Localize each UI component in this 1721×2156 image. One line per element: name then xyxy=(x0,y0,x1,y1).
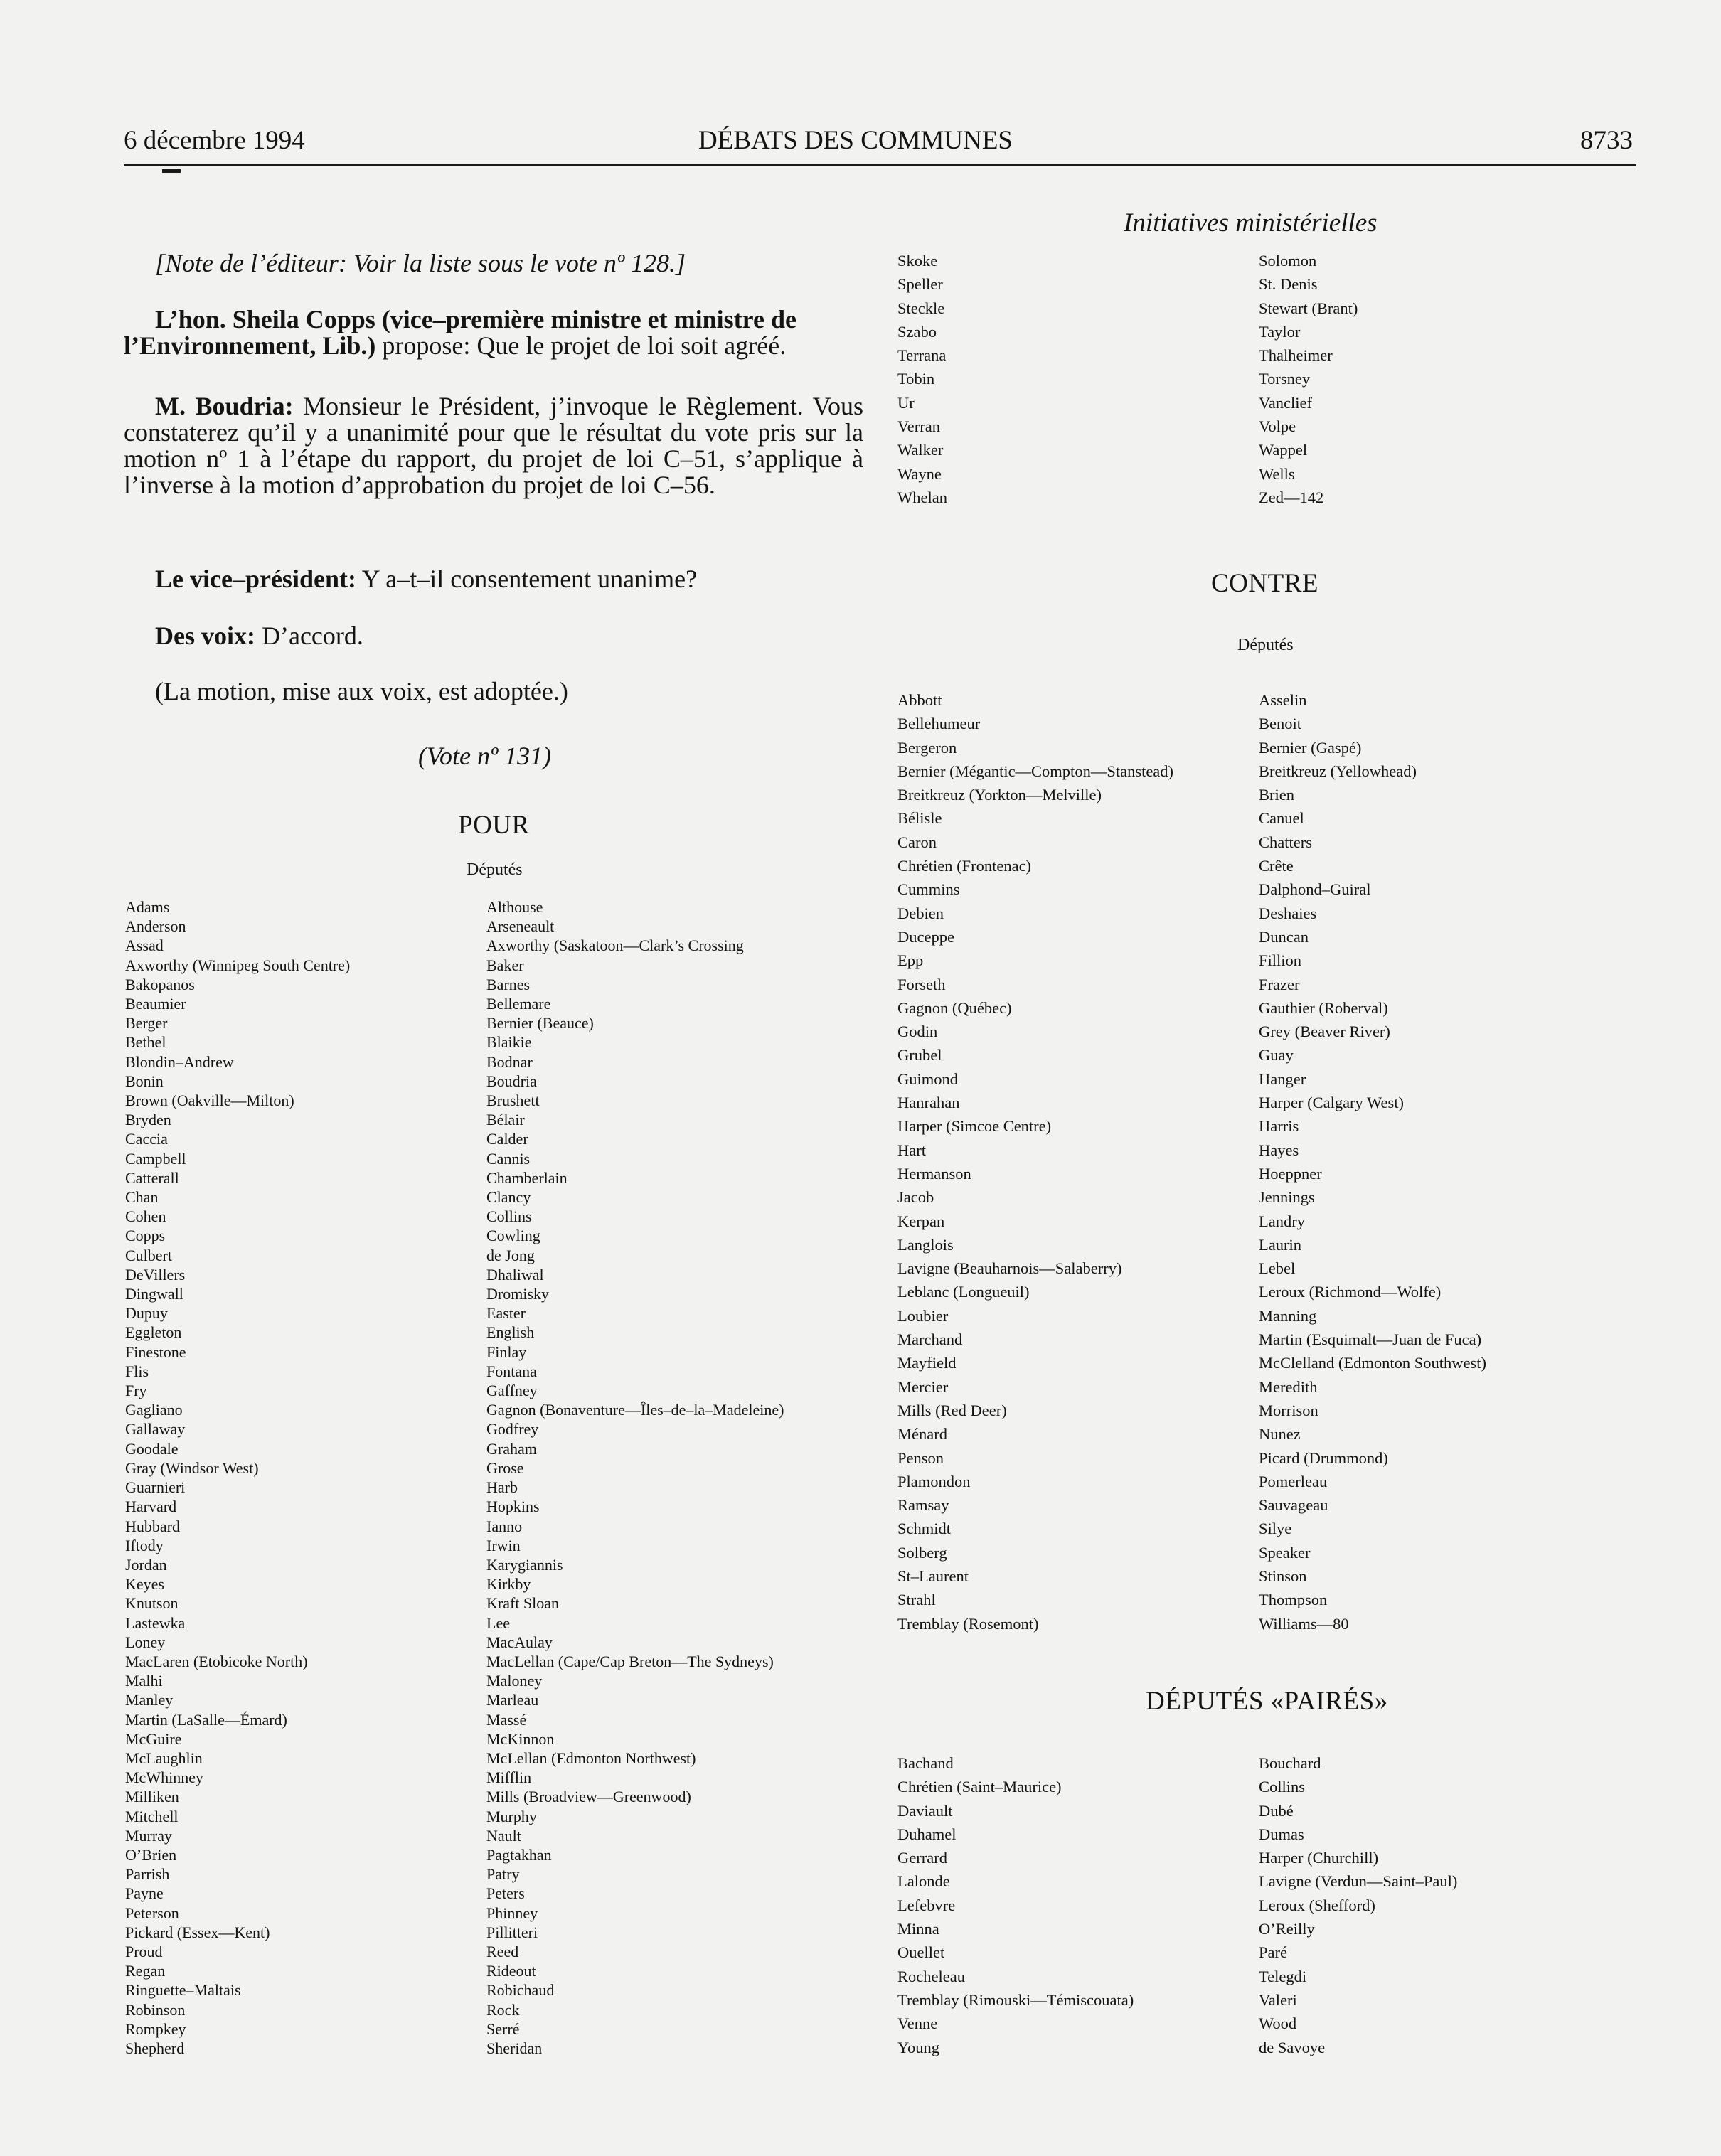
paragraph-des-voix xyxy=(155,623,363,649)
paired-member-name: Collins xyxy=(1259,1778,1306,1796)
pour-continued-col2 xyxy=(1259,249,1358,509)
paires-list-col2 xyxy=(1259,1751,1457,2059)
pour-member-name: Parrish xyxy=(125,1865,170,1884)
contre-member-name: Morrison xyxy=(1259,1401,1318,1419)
pour-member-name: Skoke xyxy=(897,252,938,270)
paires-list-col1 xyxy=(897,1751,1134,2059)
contre-member-name: Caron xyxy=(897,833,937,851)
header-title: DÉBATS DES COMMUNES xyxy=(698,126,1013,155)
speaker-copps: L’hon. Sheila Copps (vice–première ministre et ministre de l’Environnement, Lib.) xyxy=(124,305,796,360)
pour-member-name: Stewart (Brant) xyxy=(1259,299,1358,317)
contre-member-name: St–Laurent xyxy=(897,1567,969,1585)
contre-member-name: Hanger xyxy=(1259,1069,1306,1088)
contre-member-name: Dalphond–Guiral xyxy=(1259,880,1371,899)
contre-member-name: Jennings xyxy=(1259,1188,1315,1207)
pour-member-name: Mitchell xyxy=(125,1807,179,1825)
contre-member-name: Chatters xyxy=(1259,833,1312,851)
pour-member-name: Berger xyxy=(125,1014,168,1032)
contre-member-name: Harper (Simcoe Centre) xyxy=(897,1117,1052,1136)
pour-member-name: Beaumier xyxy=(125,995,186,1013)
contre-member-name: Silye xyxy=(1259,1520,1292,1538)
pour-member-name: Murray xyxy=(125,1826,172,1845)
pour-member-name: Zed—142 xyxy=(1259,488,1324,506)
contre-member-name: Mills (Red Deer) xyxy=(897,1401,1007,1419)
pour-member-name: Harb xyxy=(486,1478,518,1497)
contre-member-name: Ménard xyxy=(897,1425,947,1443)
pour-heading: POUR xyxy=(458,811,530,840)
contre-member-name: Gagnon (Québec) xyxy=(897,998,1012,1017)
contre-list-col2 xyxy=(1259,688,1486,1635)
pour-member-name: Bakopanos xyxy=(125,975,195,993)
pour-member-name: O’Brien xyxy=(125,1845,177,1864)
paired-member-name: Venne xyxy=(897,2014,938,2033)
pour-member-name: Campbell xyxy=(125,1149,186,1168)
pour-member-name: Caccia xyxy=(125,1130,168,1148)
pour-member-name: Godfrey xyxy=(486,1420,539,1439)
pour-member-name: Dhaliwal xyxy=(486,1265,544,1284)
pour-member-name: Phinney xyxy=(486,1904,538,1922)
contre-member-name: Grey (Beaver River) xyxy=(1259,1023,1390,1041)
pour-member-name: Robinson xyxy=(125,2000,186,2019)
pour-member-name: Gagliano xyxy=(125,1401,183,1419)
pour-member-name: Bernier (Beauce) xyxy=(486,1014,594,1032)
paired-member-name: Lavigne (Verdun—Saint–Paul) xyxy=(1259,1872,1458,1891)
header-page-number: 8733 xyxy=(1580,126,1633,155)
contre-member-name: Duceppe xyxy=(897,927,954,946)
pour-member-name: Blaikie xyxy=(486,1033,532,1052)
pour-member-name: Althouse xyxy=(486,898,543,916)
contre-member-name: Benoit xyxy=(1259,715,1301,733)
pour-member-name: Kirkby xyxy=(486,1575,531,1594)
pour-member-name: Kraft Sloan xyxy=(486,1594,560,1613)
pour-member-name: MacAulay xyxy=(486,1633,553,1651)
pour-member-name: English xyxy=(486,1323,535,1342)
pour-member-name: Bélair xyxy=(486,1111,525,1129)
pour-member-name: Proud xyxy=(125,1942,163,1960)
pour-member-name: Barnes xyxy=(486,975,531,993)
pour-member-name: Bellemare xyxy=(486,995,551,1013)
header-mark xyxy=(162,169,181,173)
pour-member-name: Speller xyxy=(897,275,943,294)
pour-member-name: Copps xyxy=(125,1227,166,1245)
paragraph-boudria xyxy=(124,393,863,498)
contre-member-name: Lavigne (Beauharnois—Salaberry) xyxy=(897,1259,1122,1278)
paired-member-name: Gerrard xyxy=(897,1849,947,1867)
pour-member-name: Catterall xyxy=(125,1168,179,1187)
text-copps: propose: Que le projet de loi soit agréé. xyxy=(375,331,787,360)
pour-member-name: Fry xyxy=(125,1382,147,1400)
contre-member-name: Mayfield xyxy=(897,1354,957,1372)
pour-member-name: Rompkey xyxy=(125,2019,186,2038)
pour-list-col2 xyxy=(486,897,784,2058)
pour-member-name: Bonin xyxy=(125,1072,164,1090)
contre-member-name: Manning xyxy=(1259,1306,1317,1325)
pour-member-name: MacLaren (Etobicoke North) xyxy=(125,1652,308,1670)
pour-member-name: Marleau xyxy=(486,1691,539,1709)
contre-member-name: Hoeppner xyxy=(1259,1164,1322,1183)
paragraph-vice-president xyxy=(155,566,697,592)
contre-member-name: Lebel xyxy=(1259,1259,1296,1278)
pour-member-name: McLellan (Edmonton Northwest) xyxy=(486,1749,696,1767)
paragraph-motion-adopted: (La motion, mise aux voix, est adoptée.) xyxy=(155,677,568,705)
pour-member-name: Szabo xyxy=(897,322,937,341)
contre-member-name: Brien xyxy=(1259,786,1294,804)
contre-member-name: Plamondon xyxy=(897,1472,971,1490)
paired-member-name: Valeri xyxy=(1259,1990,1297,2009)
pour-member-name: Peters xyxy=(486,1884,525,1903)
contre-subheading: Députés xyxy=(1237,636,1294,654)
pour-member-name: Bodnar xyxy=(486,1052,533,1071)
paired-member-name: Daviault xyxy=(897,1801,953,1820)
contre-member-name: Grubel xyxy=(897,1046,942,1064)
pour-member-name: Dupuy xyxy=(125,1304,168,1323)
pour-member-name: Lastewka xyxy=(125,1613,186,1632)
pour-member-name: Chamberlain xyxy=(486,1168,568,1187)
contre-member-name: Cummins xyxy=(897,880,960,899)
pour-member-name: Maloney xyxy=(486,1672,543,1690)
pour-member-name: Cohen xyxy=(125,1207,166,1226)
pour-member-name: Hopkins xyxy=(486,1498,540,1516)
paired-member-name: Ouellet xyxy=(897,1943,945,1962)
contre-member-name: Fillion xyxy=(1259,951,1302,970)
pour-member-name: Nault xyxy=(486,1826,521,1845)
paired-member-name: Dumas xyxy=(1259,1825,1304,1843)
contre-member-name: Solberg xyxy=(897,1543,947,1562)
pour-member-name: Knutson xyxy=(125,1594,179,1613)
pour-member-name: Fontana xyxy=(486,1362,537,1380)
paired-member-name: Wood xyxy=(1259,2014,1297,2033)
contre-member-name: Gauthier (Roberval) xyxy=(1259,998,1388,1017)
paired-member-name: Paré xyxy=(1259,1943,1287,1962)
pour-member-name: Mills (Broadview—Greenwood) xyxy=(486,1788,691,1806)
contre-member-name: Landry xyxy=(1259,1212,1305,1230)
pour-member-name: MacLellan (Cape/Cap Breton—The Sydneys) xyxy=(486,1652,774,1670)
pour-member-name: Verran xyxy=(897,417,940,436)
contre-member-name: Leroux (Richmond—Wolfe) xyxy=(1259,1283,1442,1301)
pour-member-name: Peterson xyxy=(125,1904,179,1922)
contre-member-name: Sauvageau xyxy=(1259,1496,1328,1515)
contre-member-name: Breitkreuz (Yorkton—Melville) xyxy=(897,786,1102,804)
pour-member-name: Harvard xyxy=(125,1498,177,1516)
pour-member-name: Thalheimer xyxy=(1259,346,1333,365)
pour-member-name: Arseneault xyxy=(486,917,555,936)
paired-member-name: Bachand xyxy=(897,1754,954,1772)
pour-member-name: Mifflin xyxy=(486,1768,532,1787)
header-date: 6 décembre 1994 xyxy=(124,126,305,155)
contre-member-name: Crête xyxy=(1259,857,1294,875)
contre-member-name: Hart xyxy=(897,1141,926,1159)
text-boudria: Monsieur le Président, j’invoque le Règlement. Vous constaterez qu’il y a unanimité pour que le résultat du vote pris sur la motion nº 1 à l’étape du rapport, du projet de loi C–51, s’applique à l’inverse à la motion d’approbation du projet de loi C–56. xyxy=(124,392,863,499)
text-vice-president: Y a–t–il consentement unanime? xyxy=(356,565,698,593)
pour-member-name: Karygiannis xyxy=(486,1555,563,1574)
pour-subheading: Députés xyxy=(467,860,523,879)
contre-member-name: Abbott xyxy=(897,691,942,709)
contre-member-name: Harris xyxy=(1259,1117,1299,1136)
contre-member-name: Harper (Calgary West) xyxy=(1259,1094,1404,1112)
contre-member-name: Kerpan xyxy=(897,1212,945,1230)
pour-member-name: Walker xyxy=(897,441,944,459)
pour-member-name: Wells xyxy=(1259,464,1295,483)
editor-note: [Note de l’éditeur: Voir la liste sous le vote nº 128.] xyxy=(155,249,686,277)
contre-member-name: Chrétien (Frontenac) xyxy=(897,857,1032,875)
contre-list-col1 xyxy=(897,688,1173,1635)
pour-member-name: Ianno xyxy=(486,1517,523,1535)
contre-member-name: Speaker xyxy=(1259,1543,1311,1562)
contre-member-name: Godin xyxy=(897,1023,938,1041)
pour-member-name: Hubbard xyxy=(125,1517,180,1535)
contre-member-name: Hanrahan xyxy=(897,1094,960,1112)
pour-member-name: Baker xyxy=(486,956,524,974)
pour-list-col1 xyxy=(125,897,350,2058)
pour-member-name: Volpe xyxy=(1259,417,1296,436)
pour-continued-col1 xyxy=(897,249,947,509)
pour-member-name: Calder xyxy=(486,1130,528,1148)
pour-member-name: Sheridan xyxy=(486,2039,543,2057)
pour-member-name: Finlay xyxy=(486,1343,527,1361)
pour-member-name: Gallaway xyxy=(125,1420,186,1439)
pour-member-name: Flis xyxy=(125,1362,149,1380)
contre-member-name: Epp xyxy=(897,951,924,970)
contre-member-name: Penson xyxy=(897,1448,944,1467)
paired-member-name: Telegdi xyxy=(1259,1967,1307,1985)
pour-member-name: Culbert xyxy=(125,1246,172,1264)
pour-member-name: Vanclief xyxy=(1259,393,1312,412)
pour-member-name: McLaughlin xyxy=(125,1749,203,1767)
contre-member-name: Strahl xyxy=(897,1591,936,1609)
contre-member-name: Marchand xyxy=(897,1330,963,1349)
paires-heading: DÉPUTÉS «PAIRÉS» xyxy=(1146,1687,1388,1716)
pour-member-name: McKinnon xyxy=(486,1729,555,1748)
contre-member-name: Mercier xyxy=(897,1377,949,1396)
pour-member-name: Patry xyxy=(486,1865,520,1884)
pour-member-name: Ringuette–Maltais xyxy=(125,1981,241,2000)
paired-member-name: Young xyxy=(897,2038,939,2056)
pour-member-name: Cowling xyxy=(486,1227,540,1245)
contre-member-name: Hermanson xyxy=(897,1164,971,1183)
pour-member-name: Brown (Oakville—Milton) xyxy=(125,1092,294,1110)
contre-member-name: Thompson xyxy=(1259,1591,1328,1609)
pour-member-name: Serré xyxy=(486,2019,520,2038)
section-label: Initiatives ministérielles xyxy=(1124,208,1378,238)
pour-member-name: Finestone xyxy=(125,1343,186,1361)
paired-member-name: Bouchard xyxy=(1259,1754,1321,1772)
pour-member-name: Manley xyxy=(125,1691,174,1709)
pour-member-name: Lee xyxy=(486,1613,510,1632)
pour-member-name: Terrana xyxy=(897,346,947,365)
pour-member-name: Wayne xyxy=(897,464,942,483)
pour-member-name: Torsney xyxy=(1259,370,1311,388)
pour-member-name: Pagtakhan xyxy=(486,1845,552,1864)
paired-member-name: Lalonde xyxy=(897,1872,950,1891)
contre-member-name: Hayes xyxy=(1259,1141,1299,1159)
contre-member-name: Bergeron xyxy=(897,738,957,757)
pour-member-name: Jordan xyxy=(125,1555,167,1574)
contre-member-name: Deshaies xyxy=(1259,904,1317,922)
contre-member-name: Frazer xyxy=(1259,975,1300,993)
pour-member-name: Grose xyxy=(486,1458,524,1477)
pour-member-name: Axworthy (Winnipeg South Centre) xyxy=(125,956,351,974)
pour-member-name: Pillitteri xyxy=(486,1923,538,1941)
pour-member-name: Chan xyxy=(125,1188,159,1207)
pour-member-name: Solomon xyxy=(1259,252,1317,270)
contre-member-name: Guimond xyxy=(897,1069,959,1088)
text-des-voix: D’accord. xyxy=(255,621,363,650)
contre-member-name: Breitkreuz (Yellowhead) xyxy=(1259,762,1417,780)
paired-member-name: Lefebvre xyxy=(897,1896,956,1914)
contre-member-name: Duncan xyxy=(1259,927,1309,946)
contre-member-name: Ramsay xyxy=(897,1496,949,1515)
pour-member-name: Goodale xyxy=(125,1439,179,1458)
paired-member-name: Dubé xyxy=(1259,1801,1294,1820)
contre-member-name: Bernier (Gaspé) xyxy=(1259,738,1362,757)
pour-member-name: Loney xyxy=(125,1633,166,1651)
contre-member-name: Jacob xyxy=(897,1188,934,1207)
pour-member-name: Whelan xyxy=(897,488,947,506)
vote-number: (Vote nº 131) xyxy=(418,742,552,770)
header-rule xyxy=(124,164,1636,166)
pour-member-name: Rock xyxy=(486,2000,520,2019)
pour-member-name: Rideout xyxy=(486,1962,536,1980)
pour-member-name: Graham xyxy=(486,1439,537,1458)
contre-member-name: Asselin xyxy=(1259,691,1307,709)
pour-member-name: Collins xyxy=(486,1207,532,1226)
pour-member-name: McGuire xyxy=(125,1729,182,1748)
contre-member-name: Meredith xyxy=(1259,1377,1318,1396)
contre-member-name: Nunez xyxy=(1259,1425,1301,1443)
speaker-vice-president: Le vice–président: xyxy=(155,565,356,593)
pour-member-name: Bryden xyxy=(125,1111,171,1129)
pour-member-name: Tobin xyxy=(897,370,935,388)
pour-member-name: Boudria xyxy=(486,1072,537,1090)
paired-member-name: O’Reilly xyxy=(1259,1920,1315,1938)
pour-member-name: Bethel xyxy=(125,1033,166,1052)
pour-member-name: Milliken xyxy=(125,1788,179,1806)
contre-member-name: Bernier (Mégantic—Compton—Stanstead) xyxy=(897,762,1174,780)
pour-member-name: Ur xyxy=(897,393,915,412)
pour-member-name: Wappel xyxy=(1259,441,1308,459)
pour-member-name: Gray (Windsor West) xyxy=(125,1458,259,1477)
pour-member-name: St. Denis xyxy=(1259,275,1318,294)
pour-member-name: Guarnieri xyxy=(125,1478,186,1497)
pour-member-name: Adams xyxy=(125,898,170,916)
contre-member-name: Bélisle xyxy=(897,809,942,828)
pour-member-name: Malhi xyxy=(125,1672,163,1690)
pour-member-name: Dromisky xyxy=(486,1285,549,1303)
pour-member-name: Martin (LaSalle—Émard) xyxy=(125,1710,287,1729)
paragraph-copps xyxy=(124,306,863,359)
contre-heading: CONTRE xyxy=(1211,569,1318,598)
pour-member-name: Reed xyxy=(486,1942,519,1960)
paired-member-name: Chrétien (Saint–Maurice) xyxy=(897,1778,1062,1796)
pour-member-name: Assad xyxy=(125,936,164,955)
contre-member-name: Canuel xyxy=(1259,809,1304,828)
pour-member-name: Iftody xyxy=(125,1536,164,1554)
contre-member-name: McClelland (Edmonton Southwest) xyxy=(1259,1354,1486,1372)
pour-member-name: Shepherd xyxy=(125,2039,185,2057)
pour-member-name: Axworthy (Saskatoon—Clark’s Crossing xyxy=(486,936,744,955)
paired-member-name: de Savoye xyxy=(1259,2038,1326,2056)
pour-member-name: Cannis xyxy=(486,1149,531,1168)
pour-member-name: Keyes xyxy=(125,1575,164,1594)
pour-member-name: Dingwall xyxy=(125,1285,183,1303)
pour-member-name: Robichaud xyxy=(486,1981,555,2000)
contre-member-name: Forseth xyxy=(897,975,946,993)
contre-member-name: Bellehumeur xyxy=(897,715,981,733)
contre-member-name: Stinson xyxy=(1259,1567,1307,1585)
speaker-des-voix: Des voix: xyxy=(155,621,255,650)
pour-member-name: Steckle xyxy=(897,299,945,317)
contre-member-name: Tremblay (Rosemont) xyxy=(897,1614,1039,1633)
paired-member-name: Minna xyxy=(897,1920,939,1938)
pour-member-name: Irwin xyxy=(486,1536,521,1554)
contre-member-name: Williams—80 xyxy=(1259,1614,1349,1633)
paired-member-name: Duhamel xyxy=(897,1825,957,1843)
contre-member-name: Loubier xyxy=(897,1306,949,1325)
contre-member-name: Pomerleau xyxy=(1259,1472,1328,1490)
pour-member-name: Easter xyxy=(486,1304,526,1323)
contre-member-name: Leblanc (Longueuil) xyxy=(897,1283,1030,1301)
contre-member-name: Laurin xyxy=(1259,1235,1301,1254)
contre-member-name: Schmidt xyxy=(897,1520,952,1538)
paired-member-name: Harper (Churchill) xyxy=(1259,1849,1379,1867)
paired-member-name: Tremblay (Rimouski—Témiscouata) xyxy=(897,1990,1134,2009)
speaker-boudria: M. Boudria: xyxy=(155,392,294,420)
pour-member-name: Anderson xyxy=(125,917,186,936)
pour-member-name: Gagnon (Bonaventure—Îles–de–la–Madeleine) xyxy=(486,1401,784,1419)
pour-member-name: Brushett xyxy=(486,1092,540,1110)
pour-member-name: Blondin–Andrew xyxy=(125,1052,234,1071)
pour-member-name: Payne xyxy=(125,1884,164,1903)
pour-member-name: Murphy xyxy=(486,1807,537,1825)
contre-member-name: Debien xyxy=(897,904,944,922)
pour-member-name: DeVillers xyxy=(125,1265,186,1284)
paired-member-name: Rocheleau xyxy=(897,1967,965,1985)
contre-member-name: Langlois xyxy=(897,1235,954,1254)
pour-member-name: Regan xyxy=(125,1962,166,1980)
pour-member-name: Eggleton xyxy=(125,1323,182,1342)
pour-member-name: Massé xyxy=(486,1710,527,1729)
pour-member-name: Pickard (Essex—Kent) xyxy=(125,1923,270,1941)
contre-member-name: Guay xyxy=(1259,1046,1294,1064)
pour-member-name: Gaffney xyxy=(486,1382,538,1400)
contre-member-name: Picard (Drummond) xyxy=(1259,1448,1388,1467)
pour-member-name: McWhinney xyxy=(125,1768,203,1787)
pour-member-name: Clancy xyxy=(486,1188,531,1207)
contre-member-name: Martin (Esquimalt—Juan de Fuca) xyxy=(1259,1330,1482,1349)
paired-member-name: Leroux (Shefford) xyxy=(1259,1896,1375,1914)
pour-member-name: Taylor xyxy=(1259,322,1301,341)
pour-member-name: de Jong xyxy=(486,1246,535,1264)
